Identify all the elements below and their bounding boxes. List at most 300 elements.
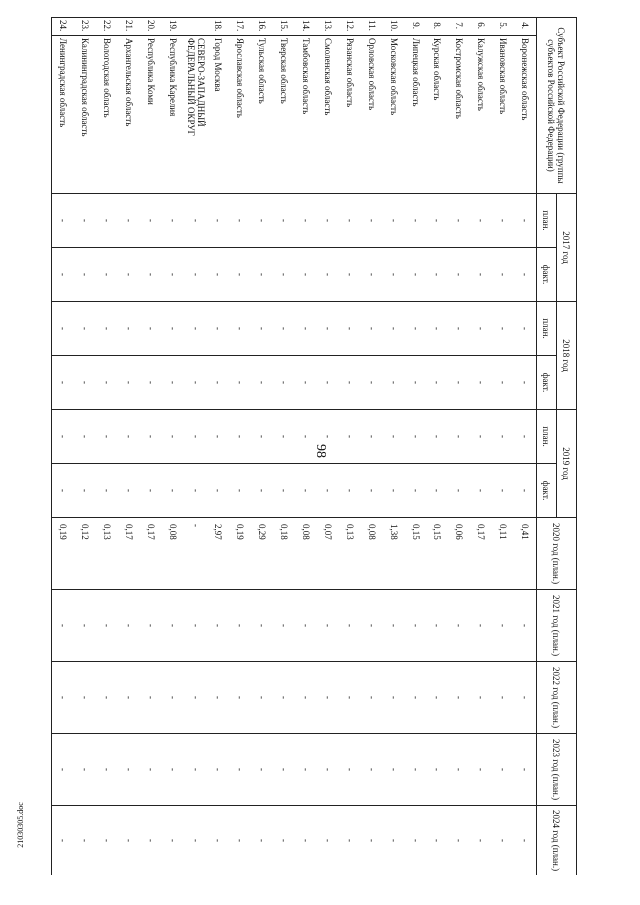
value-cell: -	[52, 590, 75, 662]
value-cell: -	[383, 464, 405, 518]
value-cell: -	[339, 248, 361, 302]
value-cell: -	[514, 734, 536, 806]
table-row	[295, 18, 317, 876]
value-cell: -	[251, 356, 273, 410]
region-name: Ярославская область	[229, 36, 251, 194]
value-cell: 0,08	[295, 518, 317, 590]
value-cell: -	[492, 356, 514, 410]
value-cell: -	[229, 194, 251, 248]
value-cell: -	[229, 248, 251, 302]
year-2019-header: 2019 год	[557, 410, 577, 518]
value-cell: -	[52, 248, 75, 302]
value-cell: 1,38	[383, 518, 405, 590]
value-cell: -	[317, 194, 339, 248]
region-name: Калужская область	[470, 36, 492, 194]
value-cell: -	[492, 410, 514, 464]
value-cell: -	[208, 410, 230, 464]
value-cell: -	[96, 734, 118, 806]
value-cell: -	[470, 464, 492, 518]
region-name: Тульская область	[251, 36, 273, 194]
value-cell: -	[317, 590, 339, 662]
value-cell: -	[96, 590, 118, 662]
row-number: 19.	[162, 18, 184, 36]
value-cell: -	[273, 248, 295, 302]
value-cell: -	[339, 410, 361, 464]
value-cell: -	[118, 662, 140, 734]
table-row	[426, 18, 448, 876]
value-cell: -	[295, 662, 317, 734]
value-cell: -	[74, 806, 96, 875]
row-number: 4.	[514, 18, 536, 36]
value-cell: -	[426, 590, 448, 662]
value-cell: -	[96, 356, 118, 410]
value-cell: -	[448, 248, 470, 302]
value-cell: -	[162, 302, 184, 356]
value-cell: -	[448, 302, 470, 356]
value-cell: -	[492, 464, 514, 518]
value-cell: -	[361, 464, 383, 518]
subject-header: Субъект Российской Федерации (группы субъектов Российской Федерации)	[537, 18, 577, 194]
value-cell: -	[448, 806, 470, 875]
value-cell: -	[339, 590, 361, 662]
fact-subheader: факт.	[537, 356, 557, 410]
value-cell: -	[383, 356, 405, 410]
value-cell: -	[74, 248, 96, 302]
value-cell: 0,08	[162, 518, 184, 590]
value-cell: -	[317, 302, 339, 356]
value-cell: -	[251, 734, 273, 806]
value-cell: -	[317, 662, 339, 734]
value-cell: -	[470, 194, 492, 248]
value-cell: -	[229, 356, 251, 410]
value-cell: -	[361, 662, 383, 734]
region-name: Тамбовская область	[295, 36, 317, 194]
table-container	[51, 17, 577, 875]
value-cell: -	[426, 734, 448, 806]
value-cell: -	[514, 464, 536, 518]
region-name: Ивановская область	[492, 36, 514, 194]
plan-subheader: план.	[537, 410, 557, 464]
value-cell: -	[383, 410, 405, 464]
value-cell: -	[426, 194, 448, 248]
value-cell: -	[514, 590, 536, 662]
fact-subheader: факт.	[537, 464, 557, 518]
value-cell: -	[426, 410, 448, 464]
value-cell: -	[74, 662, 96, 734]
value-cell: -	[183, 590, 207, 662]
value-cell: -	[295, 248, 317, 302]
value-cell: -	[140, 194, 162, 248]
table-row	[251, 18, 273, 876]
value-cell: -	[118, 734, 140, 806]
value-cell: -	[273, 410, 295, 464]
value-cell: -	[162, 806, 184, 875]
value-cell: -	[339, 734, 361, 806]
region-name: Республика Карелия	[162, 36, 184, 194]
value-cell: -	[492, 806, 514, 875]
row-number: 6.	[470, 18, 492, 36]
value-cell: -	[118, 464, 140, 518]
value-cell: -	[183, 662, 207, 734]
value-cell: -	[448, 590, 470, 662]
value-cell: -	[52, 410, 75, 464]
value-cell: -	[492, 302, 514, 356]
value-cell: -	[162, 464, 184, 518]
value-cell: -	[448, 410, 470, 464]
region-name: Рязанская область	[339, 36, 361, 194]
value-cell: -	[96, 806, 118, 875]
row-number: 5.	[492, 18, 514, 36]
region-name: СЕВЕРО-ЗАПАДНЫЙ ФЕДЕРАЛЬНЫЙ ОКРУГ	[183, 36, 207, 194]
value-cell: -	[208, 806, 230, 875]
value-cell: -	[251, 248, 273, 302]
value-cell: -	[251, 662, 273, 734]
value-cell: -	[514, 356, 536, 410]
value-cell: -	[273, 302, 295, 356]
value-cell: -	[118, 806, 140, 875]
year-2021-plan-header: 2021 год (план.)	[537, 590, 577, 662]
table-row	[361, 18, 383, 876]
value-cell: -	[251, 590, 273, 662]
value-cell: -	[229, 410, 251, 464]
row-number: 11.	[361, 18, 383, 36]
value-cell: -	[317, 464, 339, 518]
value-cell: -	[162, 356, 184, 410]
value-cell: -	[361, 194, 383, 248]
value-cell: -	[317, 356, 339, 410]
value-cell: -	[514, 410, 536, 464]
region-name: Калининградская область	[74, 36, 96, 194]
value-cell: -	[162, 662, 184, 734]
value-cell: -	[492, 734, 514, 806]
value-cell: 0,18	[273, 518, 295, 590]
value-cell: -	[273, 806, 295, 875]
value-cell: -	[361, 248, 383, 302]
value-cell: -	[162, 734, 184, 806]
value-cell: -	[208, 734, 230, 806]
value-cell: -	[295, 356, 317, 410]
value-cell: -	[383, 734, 405, 806]
table-row	[140, 18, 162, 876]
value-cell: -	[183, 518, 207, 590]
value-cell: -	[470, 302, 492, 356]
value-cell: -	[339, 302, 361, 356]
value-cell: -	[229, 806, 251, 875]
value-cell: -	[514, 302, 536, 356]
value-cell: -	[74, 410, 96, 464]
value-cell: 0,17	[140, 518, 162, 590]
value-cell: -	[52, 734, 75, 806]
value-cell: -	[162, 410, 184, 464]
value-cell: -	[251, 806, 273, 875]
value-cell: -	[470, 662, 492, 734]
row-number: 22.	[96, 18, 118, 36]
value-cell: -	[492, 662, 514, 734]
value-cell: -	[96, 248, 118, 302]
fact-subheader: факт.	[537, 248, 557, 302]
value-cell: -	[361, 302, 383, 356]
row-number: 10.	[383, 18, 405, 36]
value-cell: -	[361, 806, 383, 875]
value-cell: -	[295, 194, 317, 248]
value-cell: -	[251, 302, 273, 356]
value-cell: -	[273, 194, 295, 248]
region-name: Город Москва	[208, 36, 230, 194]
value-cell: -	[295, 464, 317, 518]
value-cell: -	[74, 734, 96, 806]
value-cell: 0,41	[514, 518, 536, 590]
value-cell: 0,19	[52, 518, 75, 590]
value-cell: -	[514, 194, 536, 248]
data-table	[51, 17, 577, 875]
table-row	[514, 18, 536, 876]
value-cell: -	[96, 410, 118, 464]
value-cell: -	[52, 356, 75, 410]
table-row	[52, 18, 75, 876]
value-cell: -	[405, 410, 427, 464]
table-row	[183, 18, 207, 876]
year-2024-plan-header: 2024 год (план.)	[537, 806, 577, 875]
value-cell: -	[339, 464, 361, 518]
value-cell: -	[74, 590, 96, 662]
row-number: 20.	[140, 18, 162, 36]
value-cell: -	[514, 662, 536, 734]
value-cell: -	[470, 248, 492, 302]
value-cell: 0,08	[361, 518, 383, 590]
value-cell: -	[52, 806, 75, 875]
table-body	[52, 18, 537, 876]
value-cell: -	[405, 734, 427, 806]
value-cell: -	[229, 464, 251, 518]
region-name: Смоленская область	[317, 36, 339, 194]
value-cell: -	[251, 410, 273, 464]
value-cell: -	[405, 194, 427, 248]
value-cell: -	[383, 662, 405, 734]
value-cell: 0,29	[251, 518, 273, 590]
value-cell: -	[183, 734, 207, 806]
value-cell: -	[183, 356, 207, 410]
value-cell: -	[361, 356, 383, 410]
value-cell: -	[295, 734, 317, 806]
region-name: Московская область	[383, 36, 405, 194]
table-row	[162, 18, 184, 876]
value-cell: -	[208, 194, 230, 248]
value-cell: -	[273, 464, 295, 518]
table-row	[470, 18, 492, 876]
value-cell: -	[74, 302, 96, 356]
value-cell: -	[492, 194, 514, 248]
row-number: 21.	[118, 18, 140, 36]
table-row	[317, 18, 339, 876]
value-cell: -	[383, 806, 405, 875]
value-cell: -	[339, 194, 361, 248]
value-cell: -	[383, 194, 405, 248]
value-cell: -	[251, 464, 273, 518]
value-cell: 2,97	[208, 518, 230, 590]
value-cell: -	[229, 734, 251, 806]
value-cell: -	[426, 464, 448, 518]
value-cell: -	[74, 194, 96, 248]
region-name: Тверская область	[273, 36, 295, 194]
value-cell: -	[183, 194, 207, 248]
value-cell: -	[52, 302, 75, 356]
table-row	[118, 18, 140, 876]
value-cell: -	[96, 194, 118, 248]
value-cell: -	[426, 302, 448, 356]
value-cell: -	[295, 590, 317, 662]
value-cell: -	[405, 356, 427, 410]
value-cell: -	[470, 590, 492, 662]
value-cell: 0,12	[74, 518, 96, 590]
value-cell: -	[426, 248, 448, 302]
value-cell: -	[118, 356, 140, 410]
value-cell: -	[273, 590, 295, 662]
value-cell: -	[405, 806, 427, 875]
value-cell: 0,15	[426, 518, 448, 590]
value-cell: -	[208, 302, 230, 356]
value-cell: -	[162, 248, 184, 302]
value-cell: -	[514, 248, 536, 302]
value-cell: 0,15	[405, 518, 427, 590]
value-cell: 0,17	[470, 518, 492, 590]
value-cell: -	[361, 734, 383, 806]
row-number: 24.	[52, 18, 75, 36]
table-row	[448, 18, 470, 876]
region-name: Архангельская область	[118, 36, 140, 194]
value-cell: -	[273, 356, 295, 410]
year-2022-plan-header: 2022 год (план.)	[537, 662, 577, 734]
value-cell: -	[470, 356, 492, 410]
value-cell: -	[405, 464, 427, 518]
value-cell: -	[405, 590, 427, 662]
value-cell: -	[52, 464, 75, 518]
value-cell: -	[140, 248, 162, 302]
value-cell: -	[492, 248, 514, 302]
value-cell: -	[118, 248, 140, 302]
plan-subheader: план.	[537, 194, 557, 248]
value-cell: -	[162, 194, 184, 248]
value-cell: -	[448, 464, 470, 518]
value-cell: -	[317, 248, 339, 302]
value-cell: -	[383, 248, 405, 302]
table-row	[492, 18, 514, 876]
table-row	[405, 18, 427, 876]
table-row	[96, 18, 118, 876]
value-cell: -	[208, 248, 230, 302]
value-cell: -	[118, 194, 140, 248]
value-cell: -	[339, 806, 361, 875]
value-cell: -	[251, 194, 273, 248]
value-cell: -	[229, 662, 251, 734]
plan-subheader: план.	[537, 302, 557, 356]
value-cell: -	[140, 356, 162, 410]
value-cell: -	[317, 410, 339, 464]
value-cell: -	[183, 302, 207, 356]
value-cell: -	[448, 662, 470, 734]
value-cell: -	[208, 590, 230, 662]
year-2020-plan-header: 2020 год (план.)	[537, 518, 577, 590]
value-cell: -	[273, 662, 295, 734]
region-name: Воронежская область	[514, 36, 536, 194]
value-cell: -	[317, 806, 339, 875]
value-cell: -	[339, 662, 361, 734]
value-cell: -	[183, 248, 207, 302]
value-cell: -	[52, 194, 75, 248]
value-cell: 0,06	[448, 518, 470, 590]
value-cell: 0,07	[317, 518, 339, 590]
value-cell: -	[383, 590, 405, 662]
value-cell: -	[208, 464, 230, 518]
region-name: Республика Коми	[140, 36, 162, 194]
value-cell: -	[74, 464, 96, 518]
value-cell: -	[383, 302, 405, 356]
rotated-table	[51, 17, 577, 875]
value-cell: -	[96, 464, 118, 518]
value-cell: -	[470, 734, 492, 806]
value-cell: -	[514, 806, 536, 875]
value-cell: -	[405, 248, 427, 302]
value-cell: -	[492, 590, 514, 662]
region-name: Вологодская область	[96, 36, 118, 194]
value-cell: -	[183, 410, 207, 464]
row-number: 17.	[229, 18, 251, 36]
value-cell: 0,13	[339, 518, 361, 590]
value-cell: -	[118, 302, 140, 356]
region-name: Ленинградская область	[52, 36, 75, 194]
year-2023-plan-header: 2023 год (план.)	[537, 734, 577, 806]
value-cell: -	[52, 662, 75, 734]
value-cell: -	[317, 734, 339, 806]
table-row	[273, 18, 295, 876]
value-cell: -	[118, 590, 140, 662]
value-cell: 0,19	[229, 518, 251, 590]
value-cell: -	[229, 590, 251, 662]
row-number: 13.	[317, 18, 339, 36]
value-cell: -	[140, 806, 162, 875]
value-cell: -	[448, 734, 470, 806]
row-number: 12.	[339, 18, 361, 36]
row-number: 15.	[273, 18, 295, 36]
value-cell: -	[426, 356, 448, 410]
value-cell: -	[361, 410, 383, 464]
row-number	[183, 18, 207, 36]
row-number: 14.	[295, 18, 317, 36]
value-cell: -	[273, 734, 295, 806]
value-cell: 0,11	[492, 518, 514, 590]
value-cell: -	[118, 410, 140, 464]
value-cell: -	[96, 662, 118, 734]
row-number: 23.	[74, 18, 96, 36]
value-cell: -	[183, 806, 207, 875]
value-cell: -	[74, 356, 96, 410]
table-row	[339, 18, 361, 876]
value-cell: 0,13	[96, 518, 118, 590]
value-cell: -	[96, 302, 118, 356]
value-cell: -	[448, 194, 470, 248]
value-cell: -	[140, 302, 162, 356]
value-cell: -	[140, 734, 162, 806]
value-cell: -	[208, 662, 230, 734]
value-cell: -	[140, 464, 162, 518]
row-number: 18.	[208, 18, 230, 36]
region-name: Орловская область	[361, 36, 383, 194]
table-row	[383, 18, 405, 876]
table-row	[74, 18, 96, 876]
value-cell: -	[339, 356, 361, 410]
table-row	[229, 18, 251, 876]
value-cell: -	[140, 410, 162, 464]
row-number: 9.	[405, 18, 427, 36]
